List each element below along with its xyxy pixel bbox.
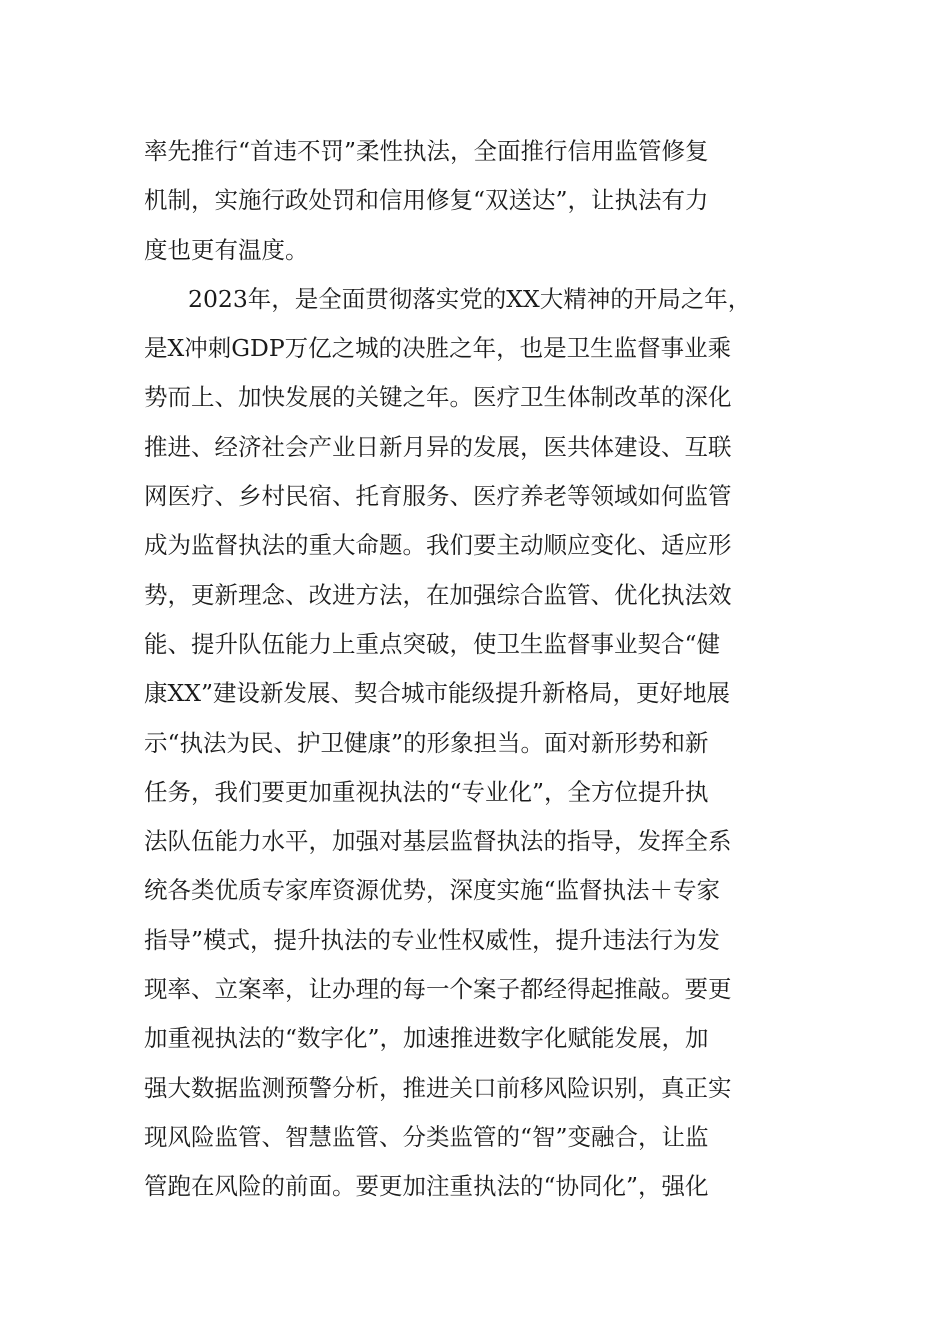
text-line: 管跑在风险的前面。要更加注重执法的“协同化”，强化	[144, 1172, 709, 1201]
text-line: 加重视执法的“数字化”，加速推进数字化赋能发展，加	[144, 1024, 709, 1053]
text-line: 现率、立案率，让办理的每一个案子都经得起推敲。要更	[144, 975, 732, 1004]
paragraph-first-line: 2023年，是全面贯彻落实党的XX大精神的开局之年，	[188, 284, 752, 313]
text-line: 势，更新理念、改进方法，在加强综合监管、优化执法效	[144, 580, 732, 609]
text-line: 度也更有温度。	[144, 235, 309, 264]
text-line: 示“执法为民、护卫健康”的形象担当。面对新形势和新	[144, 728, 709, 757]
text-line: 现风险监管、智慧监管、分类监管的“智”变融合，让监	[144, 1122, 709, 1151]
text-line: 任务，我们要更加重视执法的“专业化”，全方位提升执	[144, 777, 709, 806]
text-line: 法队伍能力水平，加强对基层监督执法的指导，发挥全系	[144, 827, 732, 856]
text-line: 率先推行“首违不罚”柔性执法，全面推行信用监管修复	[144, 137, 709, 165]
body-text	[144, 127, 814, 1212]
text-line: 势而上、加快发展的关键之年。医疗卫生体制改革的深化	[144, 383, 732, 412]
text-line: 康XX”建设新发展、契合城市能级提升新格局，更好地展	[144, 679, 730, 708]
text-line: 强大数据监测预警分析，推进关口前移风险识别，真正实	[144, 1073, 732, 1102]
text-line: 成为监督执法的重大命题。我们要主动顺应变化、适应形	[144, 531, 732, 560]
text-line: 能、提升队伍能力上重点突破，使卫生监督事业契合“健	[144, 629, 721, 658]
text-line: 统各类优质专家库资源优势，深度实施“监督执法＋专家	[144, 876, 721, 905]
text-line: 指导”模式，提升执法的专业性权威性，提升违法行为发	[144, 925, 721, 954]
text-line: 推进、经济社会产业日新月异的发展，医共体建设、互联	[144, 432, 732, 461]
text-line: 是X冲刺GDP万亿之城的决胜之年，也是卫生监督事业乘	[144, 334, 732, 363]
text-line: 机制，实施行政处罚和信用修复“双送达”，让执法有力	[144, 186, 709, 215]
text-line: 网医疗、乡村民宿、托育服务、医疗养老等领域如何监管	[144, 482, 732, 511]
